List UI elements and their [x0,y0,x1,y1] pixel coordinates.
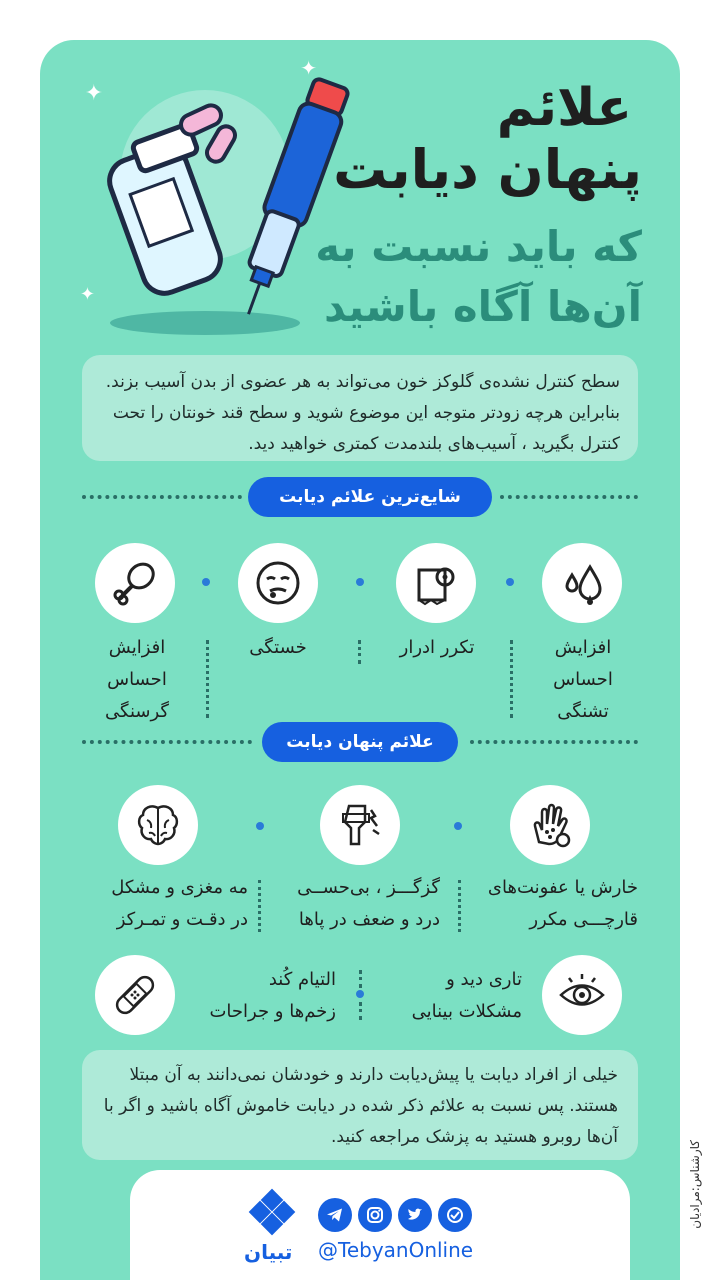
label-line: تشنگی [557,701,609,722]
section-heading-hidden: علائم پنهان دیابت [262,722,458,762]
divider-left [82,495,242,499]
logo-text: تبیان [244,1240,293,1264]
twitter-icon [405,1205,425,1225]
symptom-label-fatigue [228,632,328,664]
symptom-icon-vision [542,955,622,1035]
label-line: درد و ضعف در پاها [298,909,440,930]
instagram-link[interactable] [358,1198,392,1232]
vertical-divider [258,880,261,932]
symptom-icon-urination [396,543,476,623]
symptom-icon-neuropathy [320,785,400,865]
label-line: خستگی [249,637,307,658]
svg-text:✦: ✦ [79,284,95,305]
symptom-icon-fatigue [238,543,318,623]
symptom-icon-hunger [95,543,175,623]
label-line: تکرر ادرار [399,637,475,658]
title-line-1: علائم [496,78,632,138]
label-line: افزایش [554,637,612,658]
label-line: احساس [553,669,613,690]
symptom-label-fungal [468,872,638,936]
drumstick-icon [111,559,159,607]
label-line: التیام کُند [268,969,336,990]
leg-pain-icon [335,800,385,850]
separator-dot [356,990,364,998]
vertical-divider [206,640,209,718]
vertical-divider [510,640,513,718]
eye-icon [557,970,607,1020]
symptom-label-thirst [528,632,638,728]
itchy-hand-icon [525,800,575,850]
subtitle-line-2: آن‌ها آگاه باشید [323,282,642,331]
intro-text: سطح کنترل نشده‌ی گلوکز خون می‌تواند به هر عضوی از بدن آسیب بزند. بنابراین هرچه زودتر متوجه این موضوع شوید و سطح قند خونتان را تحت کنترل بگیرید ، آسیب‌های بلندمدت کمتری خواهید دید. [82,355,638,461]
twitter-link[interactable] [398,1198,432,1232]
symptom-icon-thirst [542,543,622,623]
symptom-label-hunger [82,632,192,728]
label-line: در دقـت و تمـرکز [116,909,248,930]
label-line: مه مغزی و مشکل [111,877,248,898]
symptom-icon-brain-fog [118,785,198,865]
insulin-illustration [79,55,345,345]
separator-dot [506,578,514,586]
label-line: گزگـــز ، بی‌حســی [297,877,440,898]
label-line: مشکلات بینایی [411,1001,522,1022]
label-line: احساس [107,669,167,690]
divider-right [470,740,638,744]
subtitle-line-1: که باید نسبت به [315,222,642,271]
toilet-paper-icon [413,560,459,606]
water-drops-icon [560,561,604,605]
vertical-divider [359,970,362,988]
bottom-note: خیلی از افراد دیابت یا پیش‌دیابت دارند و خودشان نمی‌دانند به آن مبتلا هستند. پس نسبت به علائم ذکر شده در دیابت خاموش آگاه باشید و اگر با آن‌ها روبرو هستید به پزشک مراجعه کنید. [82,1050,638,1160]
label-line: زخم‌ها و جراحات [209,1001,336,1022]
svg-text:✦: ✦ [300,56,317,80]
symptom-icon-fungal [510,785,590,865]
tired-face-icon [254,559,302,607]
social-handle[interactable]: @TebyanOnline [318,1238,474,1262]
instagram-icon [365,1205,385,1225]
symptom-label-brain-fog [82,872,248,936]
label-line: خارش یا عفونت‌های [487,877,638,898]
title-line-2: پنهان دیابت [333,138,642,201]
label-line: افزایش [108,637,166,658]
separator-dot [454,822,462,830]
symptom-label-neuropathy [268,872,440,936]
section-heading-common: شایع‌ترین علائم دیابت [248,477,492,517]
svg-text:✦: ✦ [84,81,103,106]
vertical-divider [458,880,461,932]
separator-dot [256,822,264,830]
verified-icon [445,1205,465,1225]
credit-text: کارشناس:مرادیان [688,1140,702,1229]
symptom-label-vision [382,964,522,1028]
label-line: قارچـــی مکرر [529,909,638,930]
symptom-icon-healing [95,955,175,1035]
label-line: تاری دید و [446,969,522,990]
bandage-icon [109,969,161,1021]
vertical-divider [358,640,361,664]
verified-link[interactable] [438,1198,472,1232]
divider-right [500,495,638,499]
divider-left [82,740,252,744]
symptom-label-healing [196,964,336,1028]
telegram-icon [325,1205,345,1225]
label-line: گرسنگی [105,701,169,722]
brain-icon [133,800,183,850]
symptom-label-urination [378,632,496,664]
vertical-divider [359,1002,362,1020]
telegram-link[interactable] [318,1198,352,1232]
separator-dot [202,578,210,586]
separator-dot [356,578,364,586]
